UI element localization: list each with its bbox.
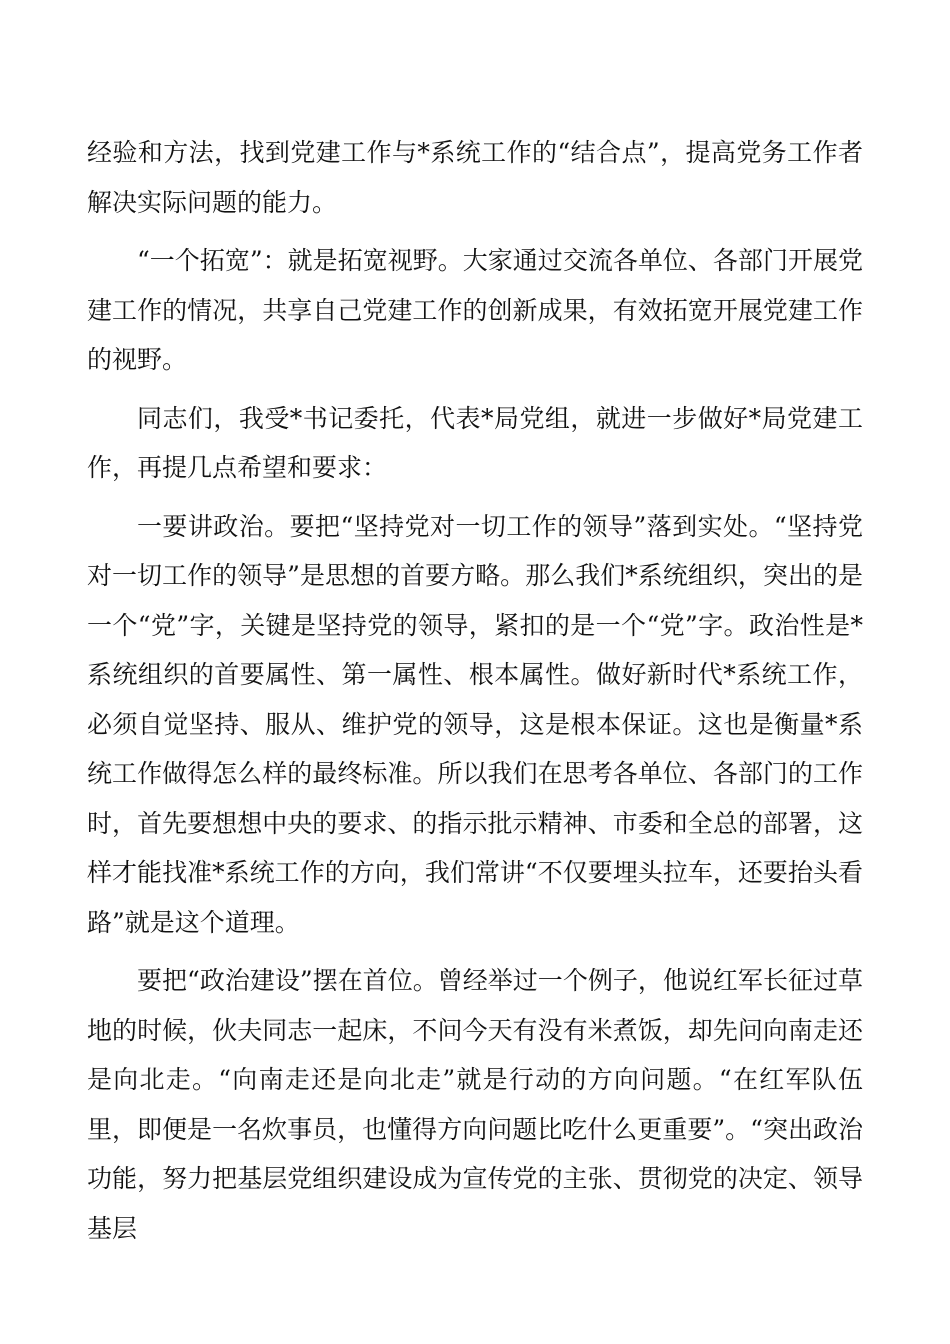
paragraph-4: 一要讲政治。要把“坚持党对一切工作的领导”落到实处。“坚持党对一切工作的领导”是思想的首要方略。那么我们*系统组织，突出的是一个“党”字，关键是坚持党的领导，紧扣的是一个“党”字。政治性是*系统组织的首要属性、第一属性、根本属性。做好新时代*系统工作，必须自觉坚持、服从、维护党的领导，这是根本保证。这也是衡量*系统工作做得怎么样的最终标准。所以我们在思考各单位、各部门的工作时，首先要想想中央的要求、的指示批示精神、市委和全总的部署，这样才能找准*系统工作的方向，我们常讲“不仅要埋头拉车，还要抬头看路”就是这个道理。: [87, 511, 863, 937]
paragraph-1: 经验和方法，找到党建工作与*系统工作的“结合点”，提高党务工作者解决实际问题的能力。: [87, 138, 863, 217]
paragraph-5: 要把“政治建设”摆在首位。曾经举过一个例子，他说红军长征过草地的时候，伙夫同志一起床，不问今天有没有米煮饭，却先问向南走还是向北走。“向南走还是向北走”就是行动的方向问题。“在红军队伍里，即便是一名炊事员，也懂得方向问题比吃什么更重要”。“突出政治功能，努力把基层党组织建设成为宣传党的主张、贯彻党的决定、领导基层: [87, 966, 863, 1243]
paragraph-3: 同志们，我受*书记委托，代表*局党组，就进一步做好*局党建工作，再提几点希望和要求：: [87, 403, 863, 482]
paragraph-2: “一个拓宽”：就是拓宽视野。大家通过交流各单位、各部门开展党建工作的情况，共享自己党建工作的创新成果，有效拓宽开展党建工作的视野。: [87, 246, 863, 374]
document-body: [87, 128, 863, 1262]
